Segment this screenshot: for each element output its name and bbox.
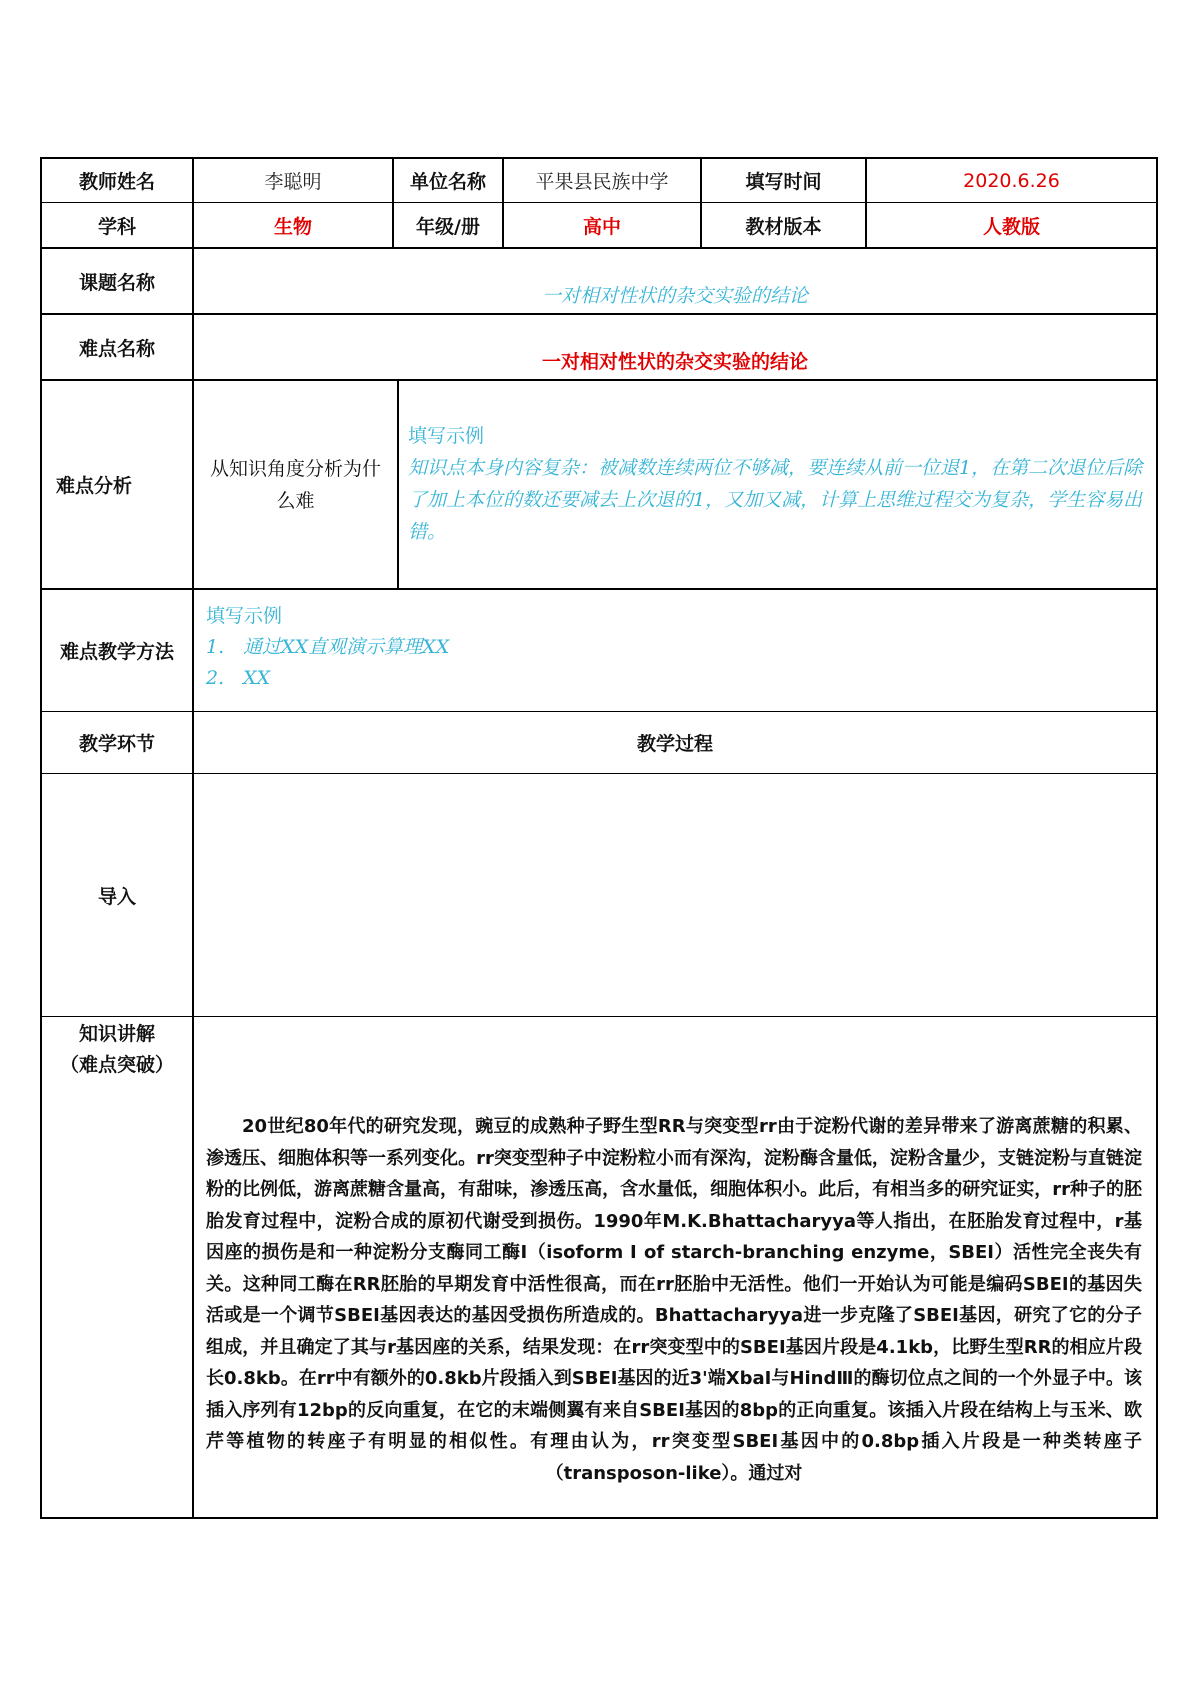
intro-label: 导入 — [97, 885, 136, 908]
topic-value: 一对相对性状的杂交实验的结论 — [541, 284, 808, 307]
teaching-process-header: 教学过程 — [636, 733, 713, 755]
teaching-stage-header: 教学环节 — [78, 733, 155, 755]
knowledge-explanation-label — [42, 1017, 192, 1081]
teacher-name-label: 教师姓名 — [78, 171, 155, 193]
method-item: 1. 通过XX直观演示算理XX — [206, 636, 450, 658]
unit-name-label: 单位名称 — [409, 171, 486, 193]
unit-name-value: 平果县民族中学 — [535, 171, 669, 193]
method-item: 2. XX — [206, 667, 271, 689]
difficulty-name-label: 难点名称 — [78, 337, 155, 360]
teaching-method-label: 难点教学方法 — [59, 641, 174, 663]
analysis-example-text: 知识点本身内容复杂：被减数连续两位不够减，要连续从前一位退1，在第二次退位后除了加上本位的数还要减去上次退的1，又加又减，计算上思维过程交为复杂，学生容易出错。 — [408, 457, 1143, 543]
teaching-method-example — [206, 601, 1106, 694]
analysis-knowledge-perspective: 从知识角度分析为什么难 — [209, 457, 381, 512]
analysis-example — [408, 420, 1150, 548]
subject-label: 学科 — [97, 215, 136, 238]
difficulty-analysis-label: 难点分析 — [56, 475, 133, 497]
fill-time-value: 2020.6.26 — [963, 169, 1060, 192]
textbook-edition-value: 人教版 — [982, 215, 1040, 238]
knowledge-label-line1: 知识讲解 — [78, 1023, 155, 1045]
intro-content — [194, 774, 1156, 1016]
fill-time-label: 填写时间 — [745, 171, 822, 193]
grade-label: 年级/册 — [416, 215, 480, 238]
grade-value: 高中 — [582, 215, 621, 238]
analysis-example-title: 填写示例 — [408, 425, 485, 447]
difficulty-name-value: 一对相对性状的杂交实验的结论 — [541, 350, 808, 373]
knowledge-label-line2: （难点突破） — [59, 1054, 174, 1076]
teacher-name-value: 李聪明 — [264, 171, 322, 193]
textbook-edition-label: 教材版本 — [745, 215, 822, 238]
knowledge-explanation-paragraph: 20世纪80年代的研究发现，豌豆的成熟种子野生型RR与突变型rr由于淀粉代谢的差异带来了游离蔗糖的积累、渗透压、细胞体积等一系列变化。rr突变型种子中淀粉粒小而有深沟，淀粉酶含量低，淀粉含量少，支链淀粉与直链淀粉的比例低，游离蔗糖含量高，有甜味，渗透压高，含水量低，细胞体积小。此后，有相当多的研究证实，rr种子的胚胎发育过程中，淀粉合成的原初代谢受到损伤。1990年M.K.Bhattacharyya等人指出，在胚胎发育过程中，r基因座的损伤是和一种淀粉分支酶同工酶Ⅰ（isoform Ⅰ of starch-branching enzyme，SBEI）活性完全丧失有关。这种同工酶在RR胚胎的早期发育中活性很高，而在rr胚胎中无活性。他们一开始认为可能是编码SBEI的基因失活或是一个调节SBEI基因表达的基因受损伤所造成的。Bhattacharyya进一步克隆了SBEI基因，研究了它的分子组成，并且确定了其与r基因座的关系，结果发现：在rr突变型中的SBEI基因片段是4.1kb，比野生型RR的相应片段长0.8kb。在rr中有额外的0.8kb片段插入到SBEI基因的近3'端XbaI与HindⅢ的酶切位点之间的一个外显子中。该插入序列有12bp的反向重复，在它的末端侧翼有来自SBEI基因的8bp的正向重复。该插入片段在结构上与玉米、欧芹等植物的转座子有明显的相似性。有理由认为，rr突变型SBEI基因中的0.8bp插入片段是一种类转座子（transposon-like）。通过对 — [206, 1116, 1142, 1484]
topic-label: 课题名称 — [78, 271, 155, 294]
method-example-title: 填写示例 — [206, 605, 283, 627]
subject-value: 生物 — [273, 215, 312, 238]
